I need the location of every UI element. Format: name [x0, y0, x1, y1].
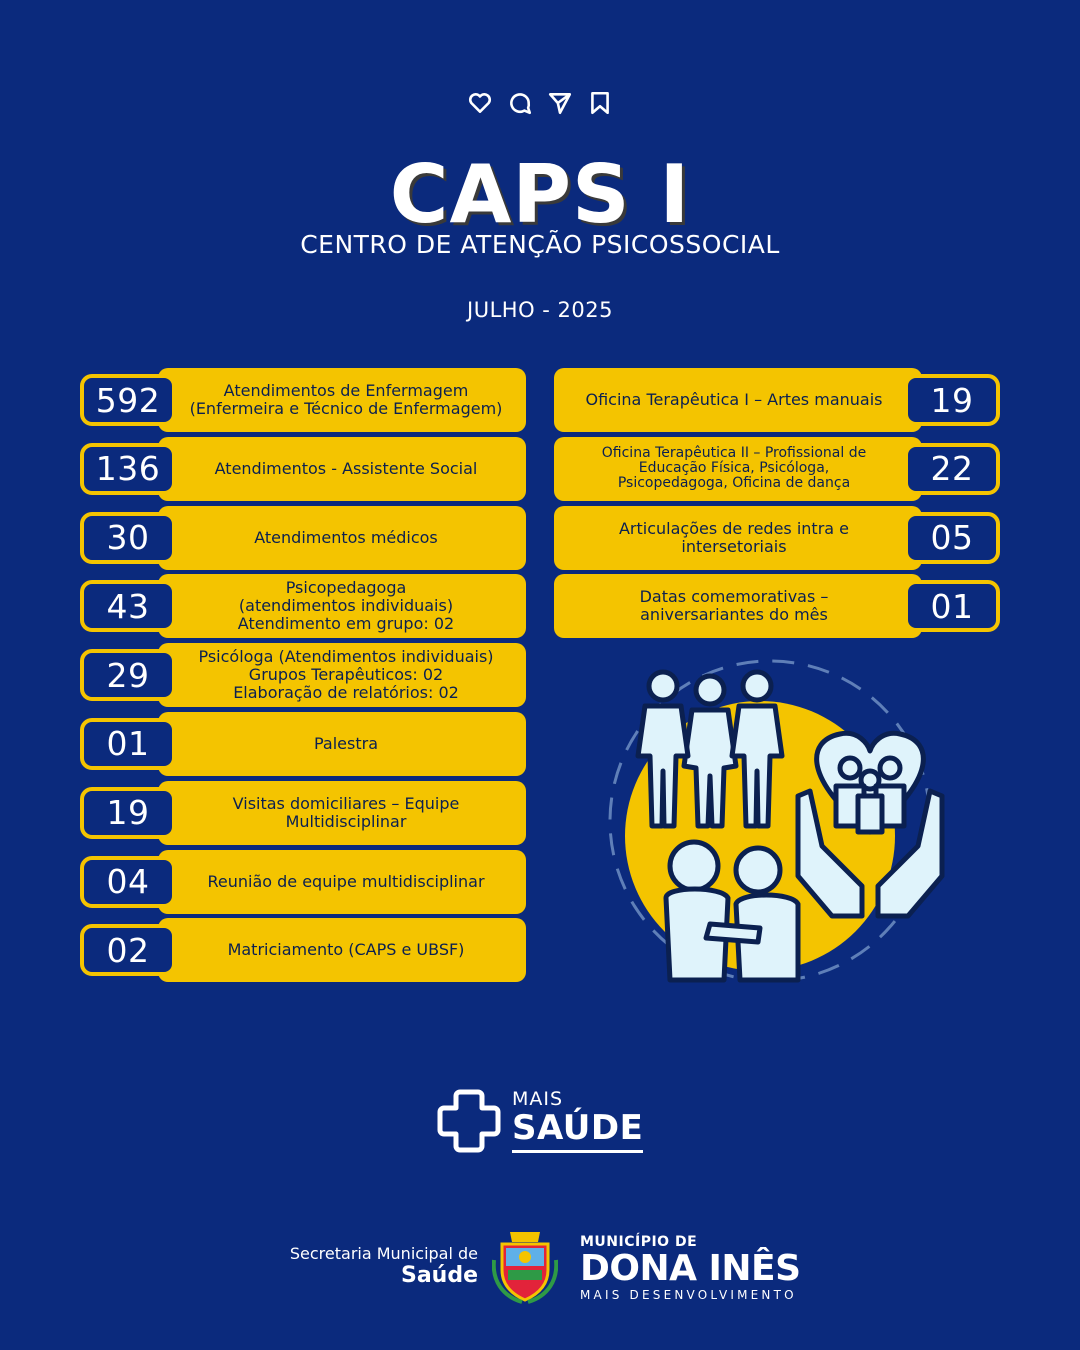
stat-value: 29: [80, 649, 176, 701]
heart-icon: [467, 90, 493, 116]
stat-value: 04: [80, 856, 176, 908]
stat-value: 22: [904, 443, 1000, 495]
stat-label: Reunião de equipe multidisciplinar: [158, 850, 526, 914]
right-stats-list: [554, 368, 1000, 643]
stat-label: Datas comemorativas – aniversariantes do mês: [554, 574, 922, 638]
stat-row: [554, 574, 1000, 638]
stat-value: 19: [80, 787, 176, 839]
page-subtitle: CENTRO DE ATENÇÃO PSICOSSOCIAL: [300, 230, 780, 259]
left-stats-list: [80, 368, 526, 987]
stat-value: 01: [80, 718, 176, 770]
footer: [0, 1228, 1080, 1308]
stat-row: [554, 368, 1000, 432]
bookmark-icon: [587, 90, 613, 116]
stat-value: 136: [80, 443, 176, 495]
stat-label: Atendimentos - Assistente Social: [158, 437, 526, 501]
stat-value: 19: [904, 374, 1000, 426]
stat-label: Matriciamento (CAPS e UBSF): [158, 918, 526, 982]
stat-value: 43: [80, 580, 176, 632]
stat-row: [554, 437, 1000, 501]
stat-label: Psicopedagoga (atendimentos individuais) Atendimento em grupo: 02: [158, 574, 526, 638]
municipio-line3: MAIS DESENVOLVIMENTO: [580, 1288, 797, 1302]
social-icons: [0, 90, 1080, 116]
stat-label: Oficina Terapêutica II – Profissional de Educação Física, Psicóloga, Psicopedagoga, Oficina de dança: [554, 437, 922, 501]
send-icon: [547, 90, 573, 116]
stat-row: [80, 918, 526, 982]
comment-icon: [507, 90, 533, 116]
brand-big-text: SAÚDE: [512, 1108, 643, 1153]
stat-label: Oficina Terapêutica I – Artes manuais: [554, 368, 922, 432]
brand-small-text: MAIS: [512, 1088, 564, 1110]
stat-row: [80, 643, 526, 707]
municipio-label: [580, 1234, 801, 1302]
secretaria-line1: Secretaria Municipal de: [289, 1244, 478, 1263]
stat-row: [80, 506, 526, 570]
secretaria-label: [290, 1244, 478, 1288]
stat-label: Atendimentos médicos: [158, 506, 526, 570]
stat-row: [80, 368, 526, 432]
municipio-line1: MUNICÍPIO DE: [580, 1234, 698, 1250]
stat-row: [80, 712, 526, 776]
stat-row: [80, 437, 526, 501]
report-period: JULHO - 2025: [467, 298, 613, 322]
municipio-line2: DONA INÊS: [580, 1248, 801, 1289]
stat-row: [80, 781, 526, 845]
mais-saude-logo: [436, 1086, 656, 1156]
stat-value: 592: [80, 374, 176, 426]
stat-label: Visitas domiciliares – Equipe Multidisciplinar: [158, 781, 526, 845]
stat-value: 02: [80, 924, 176, 976]
stat-value: 30: [80, 512, 176, 564]
community-care-illustration: [600, 656, 960, 986]
stat-row: [80, 850, 526, 914]
municipal-crest-icon: [492, 1230, 558, 1304]
stat-value: 01: [904, 580, 1000, 632]
stat-label: Articulações de redes intra e intersetoriais: [554, 506, 922, 570]
stat-value: 05: [904, 512, 1000, 564]
stat-row: [80, 574, 526, 638]
secretaria-line2: Saúde: [400, 1263, 478, 1288]
plus-cross-icon: [436, 1088, 502, 1154]
stat-label: Palestra: [158, 712, 526, 776]
stat-label: Atendimentos de Enfermagem (Enfermeira e Técnico de Enfermagem): [158, 368, 526, 432]
stat-row: [554, 506, 1000, 570]
stat-label: Psicóloga (Atendimentos individuais) Grupos Terapêuticos: 02 Elaboração de relatórios: 02: [158, 643, 526, 707]
page-title: CAPS I: [389, 148, 691, 241]
